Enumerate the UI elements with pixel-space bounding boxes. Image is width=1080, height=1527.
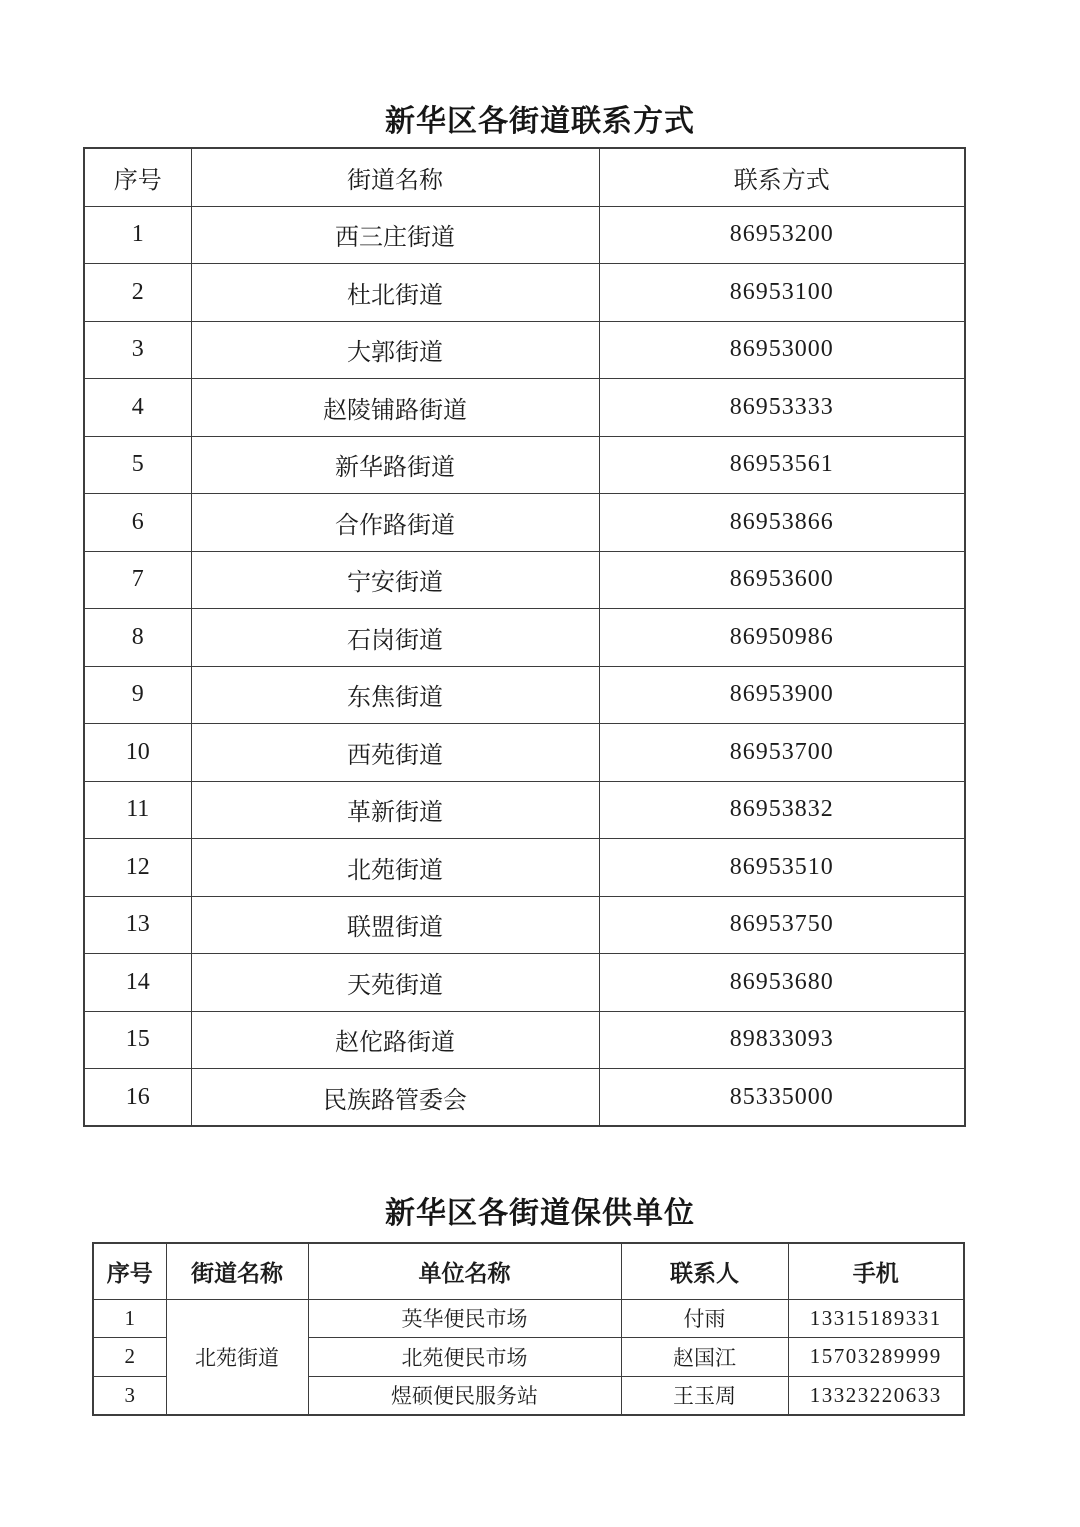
cell-street-name: 北苑街道: [191, 839, 599, 897]
cell-mobile: 13323220633: [788, 1376, 964, 1415]
cell-contact: 86953200: [599, 206, 965, 264]
cell-contact: 86950986: [599, 609, 965, 667]
cell-no: 9: [84, 666, 191, 724]
cell-no: 1: [84, 206, 191, 264]
table-row: [84, 206, 965, 264]
cell-no: 5: [84, 436, 191, 494]
cell-contact: 86953561: [599, 436, 965, 494]
cell-street-name: 石岗街道: [191, 609, 599, 667]
cell-no: 4: [84, 379, 191, 437]
cell-no: 6: [84, 494, 191, 552]
cell-contact: 86953100: [599, 264, 965, 322]
cell-contact-person: 赵国江: [621, 1338, 788, 1377]
table-row: [84, 494, 965, 552]
table-row: [84, 609, 965, 667]
supply-table-title: 新华区各街道保供单位: [385, 1197, 695, 1230]
table-row: [84, 436, 965, 494]
cell-contact-person: 付雨: [621, 1299, 788, 1338]
cell-contact: 86953832: [599, 781, 965, 839]
cell-no: 2: [84, 264, 191, 322]
cell-unit-name: 煜硕便民服务站: [308, 1376, 621, 1415]
table-row: [84, 1011, 965, 1069]
header-unit-name: 单位名称: [308, 1243, 621, 1299]
cell-no: 1: [93, 1299, 166, 1338]
cell-contact: 86953866: [599, 494, 965, 552]
cell-unit-name: 英华便民市场: [308, 1299, 621, 1338]
cell-street-name: 赵陵铺路街道: [191, 379, 599, 437]
cell-no: 3: [93, 1376, 166, 1415]
cell-no: 14: [84, 954, 191, 1012]
cell-no: 8: [84, 609, 191, 667]
table-row: [84, 551, 965, 609]
table-row: [84, 954, 965, 1012]
table-header-row: [84, 148, 965, 206]
table-row: [84, 264, 965, 322]
cell-no: 16: [84, 1069, 191, 1127]
table-row: [84, 379, 965, 437]
cell-contact: 85335000: [599, 1069, 965, 1127]
header-contact: 联系方式: [599, 148, 965, 206]
cell-mobile: 15703289999: [788, 1338, 964, 1377]
cell-no: 15: [84, 1011, 191, 1069]
table-row: [84, 839, 965, 897]
cell-unit-name: 北苑便民市场: [308, 1338, 621, 1377]
header-no: 序号: [93, 1243, 166, 1299]
cell-no: 7: [84, 551, 191, 609]
cell-street-name: 西三庄街道: [191, 206, 599, 264]
cell-contact: 86953900: [599, 666, 965, 724]
cell-contact: 86953680: [599, 954, 965, 1012]
cell-street-name: 东焦街道: [191, 666, 599, 724]
table-row: [84, 321, 965, 379]
header-no: 序号: [84, 148, 191, 206]
header-contact-person: 联系人: [621, 1243, 788, 1299]
cell-contact: 86953000: [599, 321, 965, 379]
cell-contact: 86953700: [599, 724, 965, 782]
cell-no: 11: [84, 781, 191, 839]
cell-street-name: 赵佗路街道: [191, 1011, 599, 1069]
cell-contact: 86953510: [599, 839, 965, 897]
table-row: [84, 896, 965, 954]
cell-no: 3: [84, 321, 191, 379]
contact-table-title: 新华区各街道联系方式: [385, 105, 695, 138]
cell-street-name: 联盟街道: [191, 896, 599, 954]
cell-street-name: 合作路街道: [191, 494, 599, 552]
cell-street-name-merged: 北苑街道: [166, 1299, 308, 1415]
cell-street-name: 民族路管委会: [191, 1069, 599, 1127]
cell-no: 10: [84, 724, 191, 782]
cell-no: 13: [84, 896, 191, 954]
cell-contact-person: 王玉周: [621, 1376, 788, 1415]
table-row: [84, 1069, 965, 1127]
table-header-row: [93, 1243, 964, 1299]
contact-table: [83, 147, 966, 1127]
table-row: [84, 724, 965, 782]
cell-street-name: 天苑街道: [191, 954, 599, 1012]
header-street-name: 街道名称: [166, 1243, 308, 1299]
table-row: [84, 666, 965, 724]
cell-no: 12: [84, 839, 191, 897]
cell-street-name: 大郭街道: [191, 321, 599, 379]
supply-units-table: [92, 1242, 965, 1416]
cell-contact: 86953600: [599, 551, 965, 609]
cell-contact: 86953333: [599, 379, 965, 437]
cell-mobile: 13315189331: [788, 1299, 964, 1338]
cell-street-name: 革新街道: [191, 781, 599, 839]
cell-no: 2: [93, 1338, 166, 1377]
cell-street-name: 新华路街道: [191, 436, 599, 494]
table-row: [84, 781, 965, 839]
cell-street-name: 杜北街道: [191, 264, 599, 322]
header-street-name: 街道名称: [191, 148, 599, 206]
cell-street-name: 西苑街道: [191, 724, 599, 782]
cell-contact: 86953750: [599, 896, 965, 954]
table-row: [93, 1299, 964, 1338]
cell-street-name: 宁安街道: [191, 551, 599, 609]
cell-contact: 89833093: [599, 1011, 965, 1069]
header-mobile: 手机: [788, 1243, 964, 1299]
